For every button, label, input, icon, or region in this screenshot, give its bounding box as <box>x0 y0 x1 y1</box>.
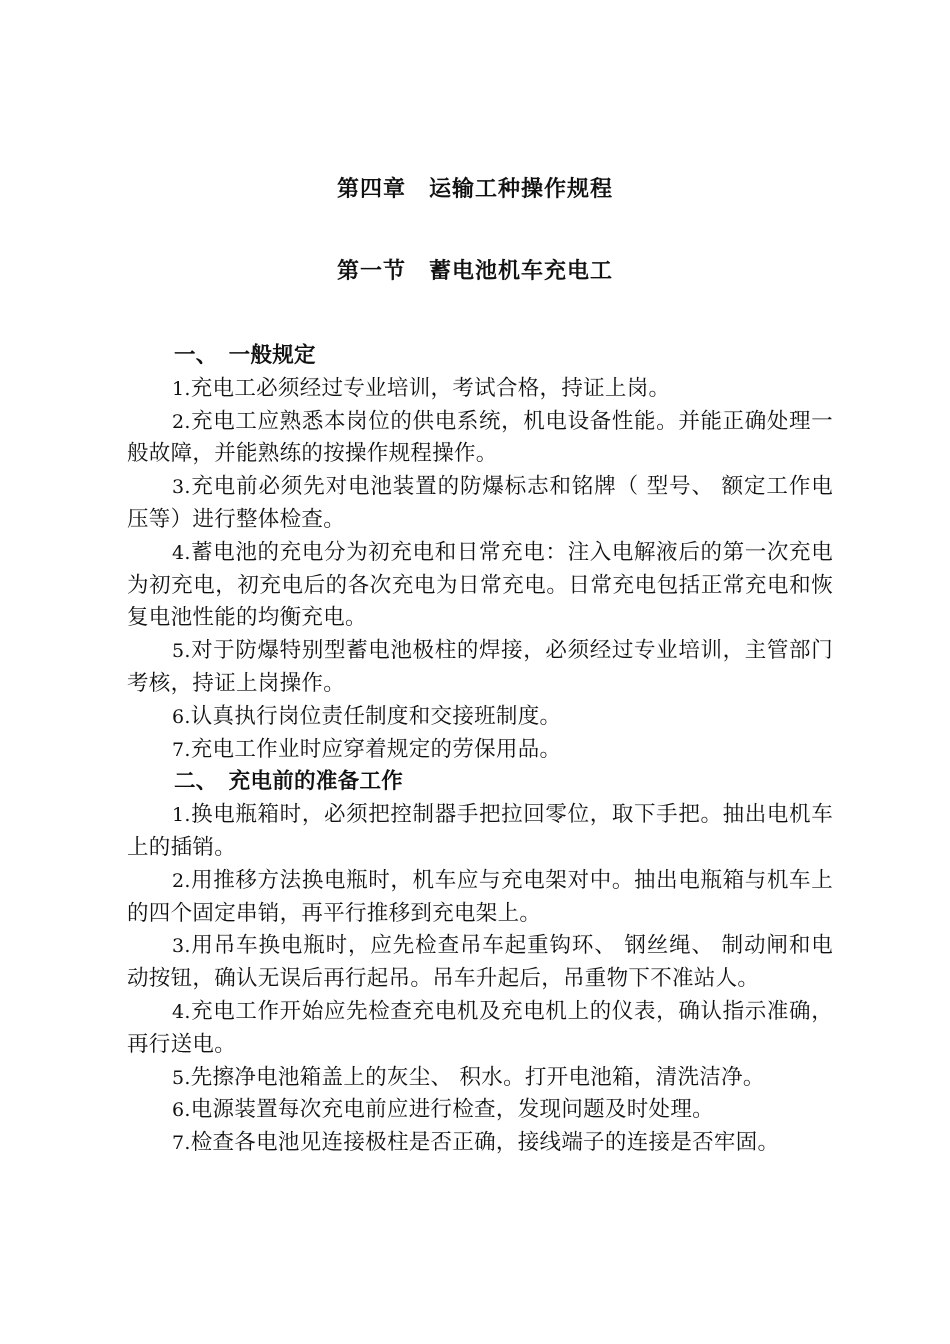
rule-item <box>127 799 833 865</box>
section-title: 第一节 蓄电池机车充电工 <box>336 259 613 284</box>
rule-item <box>127 471 833 537</box>
rule-item <box>127 701 833 734</box>
chapter-title: 第四章 运输工种操作规程 <box>336 177 613 202</box>
rule-item <box>127 1094 833 1127</box>
item-number: 6. <box>172 1099 191 1122</box>
item-number: 1. <box>172 377 191 400</box>
rule-item <box>127 373 833 406</box>
rule-item <box>127 406 833 472</box>
item-number: 2. <box>172 410 191 433</box>
rule-item <box>127 537 833 635</box>
document-body <box>127 340 833 1160</box>
item-text: 对于防爆特别型蓄电池极柱的焊接，必须经过专业培训，主管部门考核，持证上岗操作。 <box>127 638 833 696</box>
item-text: 用推移方法换电瓶时，机车应与充电架对中。抽出电瓶箱与机车上的四个固定串销，再平行推移到充电架上。 <box>127 867 833 926</box>
item-text: 电源装置每次充电前应进行检查，发现问题及时处理。 <box>190 1097 714 1123</box>
rule-item <box>127 635 833 701</box>
item-number: 7. <box>172 1132 191 1155</box>
rule-item <box>127 996 833 1062</box>
rule-item <box>127 930 833 996</box>
item-number: 3. <box>172 476 191 499</box>
section-heading: 二、 充电前的准备工作 <box>174 769 404 795</box>
item-text: 蓄电池的充电分为初充电和日常充电：注入电解液后的第一次充电为初充电，初充电后的各次充电为日常充电。日常充电包括正常充电和恢复电池性能的均衡充电。 <box>127 539 833 631</box>
item-text: 先擦净电池箱盖上的灰尘、 积水。打开电池箱，清洗洁净。 <box>190 1064 765 1090</box>
item-number: 2. <box>172 869 191 892</box>
item-number: 4. <box>172 1000 191 1023</box>
item-number: 3. <box>172 935 191 958</box>
item-text: 检查各电池见连接极柱是否正确，接线端子的连接是否牢固。 <box>190 1130 780 1156</box>
item-number: 5. <box>172 1066 191 1089</box>
item-number: 4. <box>172 541 191 564</box>
item-number: 7. <box>172 738 191 761</box>
item-text: 充电工作业时应穿着规定的劳保用品。 <box>190 736 562 762</box>
item-text: 换电瓶箱时，必须把控制器手把拉回零位，取下手把。抽出电机车上的插销。 <box>127 802 833 860</box>
rule-item <box>127 734 833 767</box>
item-number: 5. <box>172 640 191 663</box>
item-number: 1. <box>172 804 191 827</box>
rule-item <box>127 865 833 931</box>
item-text: 用吊车换电瓶时，应先检查吊车起重钩环、 钢丝绳、 制动闸和电动按钮，确认无误后再行起吊。吊车升起后，吊重物下不准站人。 <box>127 933 833 992</box>
item-text: 充电工应熟悉本岗位的供电系统，机电设备性能。并能正确处理一般故障，并能熟练的按操作规程操作。 <box>127 408 833 467</box>
rule-item <box>127 1062 833 1095</box>
item-number: 6. <box>172 705 191 728</box>
item-text: 认真执行岗位责任制度和交接班制度。 <box>190 703 562 729</box>
item-text: 充电前必须先对电池装置的防爆标志和铭牌（ 型号、 额定工作电压等）进行整体检查。 <box>127 474 833 532</box>
rule-item <box>127 1127 833 1160</box>
section-heading: 一、 一般规定 <box>174 343 316 368</box>
item-text: 充电工作开始应先检查充电机及充电机上的仪表，确认指示准确，再行送电。 <box>127 998 833 1057</box>
item-text: 充电工必须经过专业培训，考试合格，持证上岗。 <box>190 375 671 401</box>
